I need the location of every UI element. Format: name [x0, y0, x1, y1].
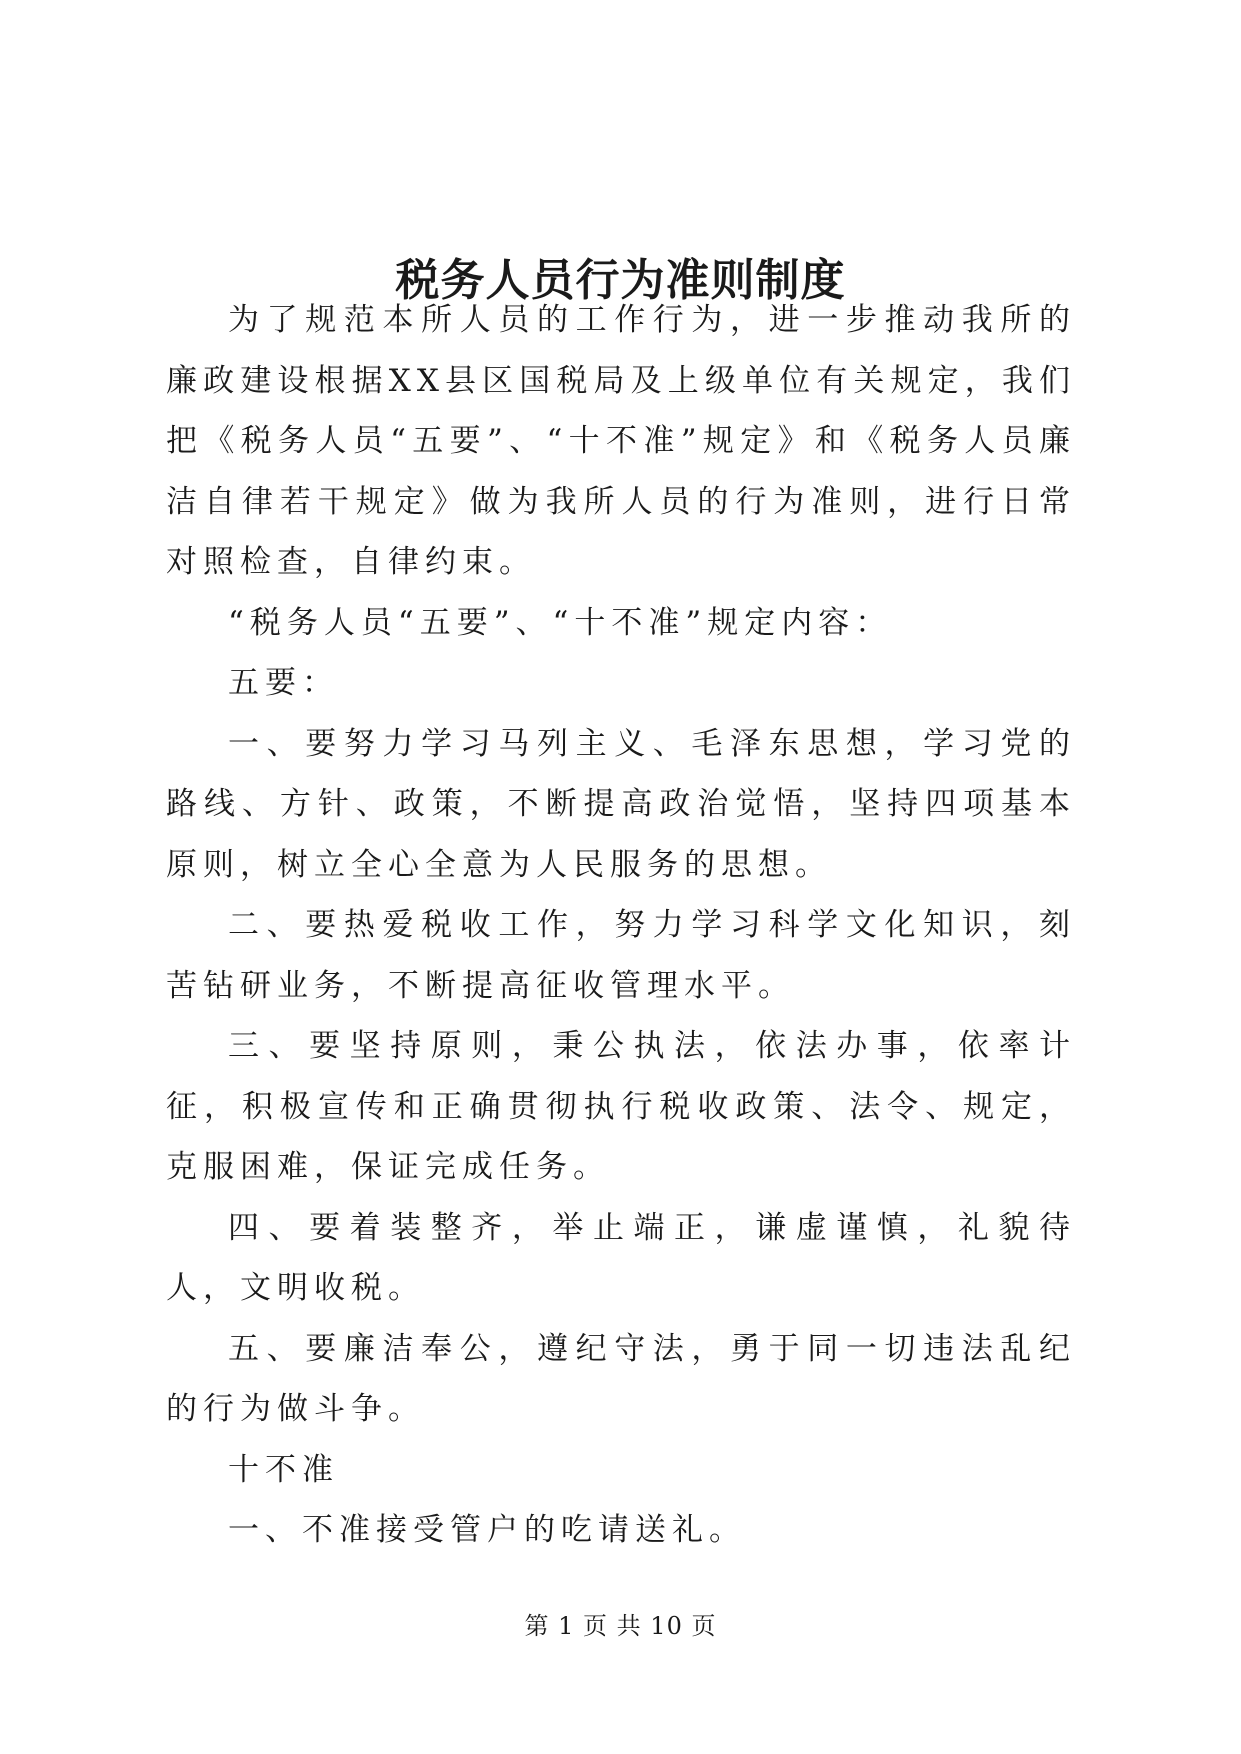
paragraph-must-2: 二、要热爱税收工作，努力学习科学文化知识，刻苦钻研业务，不断提高征收管理水平。 — [166, 907, 1076, 1004]
paragraph-must-3: 三、要坚持原则，秉公执法，依法办事，依率计征，积极宣传和正确贯彻执行税收政策、法令、规定，克服困难，保证完成任务。 — [166, 1028, 1076, 1185]
paragraph-must-1: 一、要努力学习马列主义、毛泽东思想，学习党的路线、方针、政策，不断提高政治觉悟，坚持四项基本原则，树立全心全意为人民服务的思想。 — [166, 725, 1076, 883]
paragraph-five-musts-heading: 五要： — [228, 665, 339, 701]
paragraph-must-4: 四、要着装整齐，举止端正，谦虚谨慎，礼貌待人，文明收税。 — [166, 1209, 1076, 1306]
document-body — [166, 290, 1076, 1561]
paragraph-must-5: 五、要廉洁奉公，遵纪守法，勇于同一切违法乱纪的行为做斗争。 — [166, 1330, 1076, 1427]
paragraph-ten-prohibitions-heading: 十不准 — [228, 1451, 339, 1488]
paragraph-intro: 为了规范本所人员的工作行为，进一步推动我所的廉政建设根据XX县区国税局及上级单位有关规定，我们把《税务人员“五要”、“十不准”规定》和《税务人员廉洁自律若干规定》做为我所人员的行为准则，进行日常对照检查，自律约束。 — [166, 302, 1076, 580]
paragraph-rules-heading: “税务人员“五要”、“十不准”规定内容： — [228, 604, 893, 641]
paragraph-prohibition-1: 一、不准接受管户的吃请送礼。 — [228, 1512, 746, 1548]
page-number-footer: 第 1 页 共 10 页 — [524, 1612, 717, 1640]
document-title: 税务人员行为准则制度 — [395, 255, 846, 307]
